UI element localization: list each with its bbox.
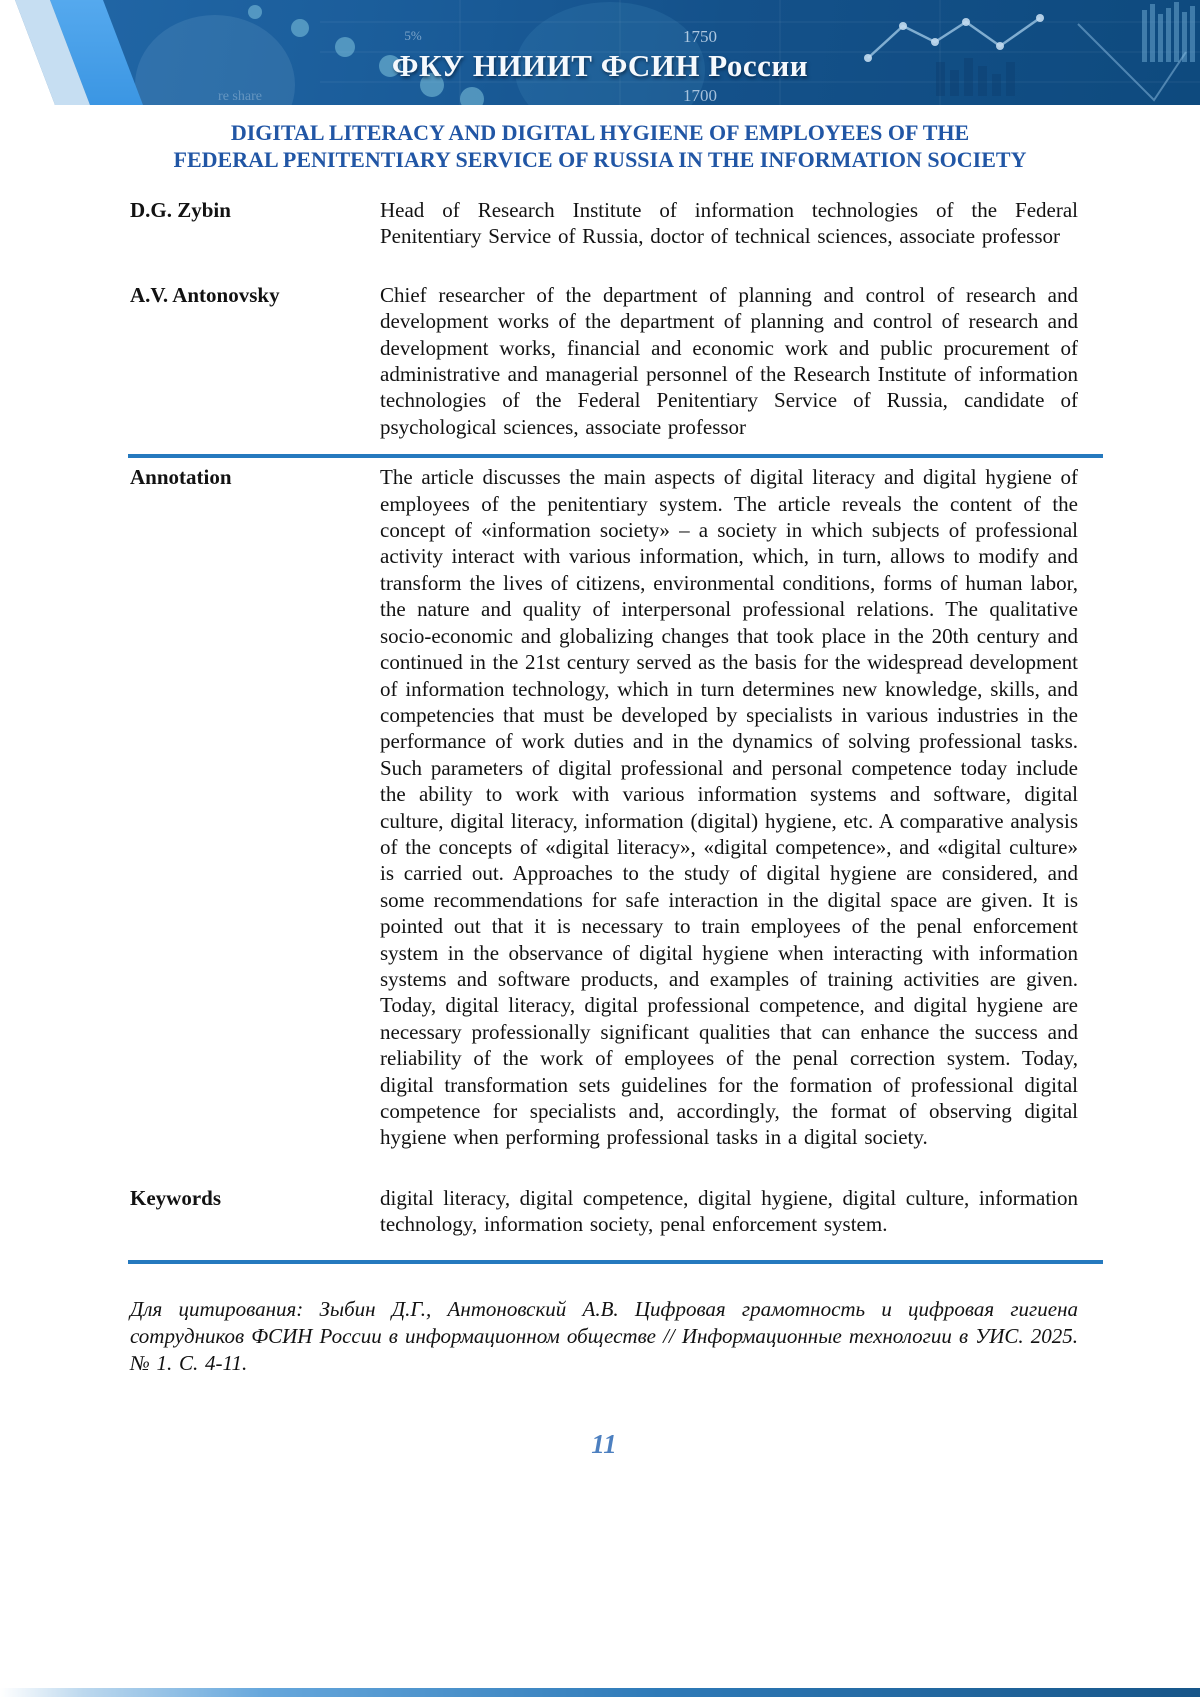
annotation-row <box>130 464 1078 1151</box>
keywords-row <box>130 1185 1078 1238</box>
article-meta <box>130 197 1078 1460</box>
article-title-line2: FEDERAL PENITENTIARY SERVICE OF RUSSIA IN THE INFORMATION SOCIETY <box>173 147 1027 172</box>
header-banner <box>0 0 1200 105</box>
author-1-name: D.G. Zybin <box>130 198 231 222</box>
citation-text: Для цитирования: Зыбин Д.Г., Антоновский А.В. Цифровая грамотность и цифровая гигиена сотрудников ФСИН России в информационном обществе // Информационные технологии в УИС. 2025. № 1. С. 4-11. <box>130 1296 1078 1375</box>
banner-bg-share-label: re share <box>218 89 262 104</box>
keywords-text: digital literacy, digital competence, digital hygiene, digital culture, information technology, information society, penal enforcement system. <box>380 1185 1078 1237</box>
article-title <box>0 119 1200 173</box>
banner-bg-percent-label: 5% <box>404 28 422 43</box>
divider-rule-top <box>128 454 1103 458</box>
divider-rule-bottom <box>128 1260 1103 1264</box>
keywords-label: Keywords <box>130 1185 221 1210</box>
author-1-affiliation: Head of Research Institute of information technologies of the Federal Penitentiary Service of Russia, doctor of technical sciences, associate professor <box>380 198 1078 249</box>
organization-name: ФКУ НИИИТ ФСИН России <box>391 48 809 83</box>
article-title-line1: DIGITAL LITERACY AND DIGITAL HYGIENE OF EMPLOYEES OF THE <box>230 120 970 145</box>
page-number: 11 <box>591 1428 617 1459</box>
annotation-text: The article discusses the main aspects of digital literacy and digital hygiene of employees of the penitentiary system. The article reveals the content of the concept of «information society» – a society in which subjects of professional activity interact with various information, which, in turn, allows to modify and transform the lives of citizens, environmental conditions, forms of human labor, the nature and quality of interpersonal professional relations. The qualitative socio-economic and globalizing changes that took place in the 20th century and continued in the 21st century served as the basis for the widespread development of information technology, which in turn determines new knowledge, skills, and competencies that must be developed by specialists in various industries in the performance of work duties and in the dynamics of solving professional tasks. Such parameters of digital professional and personal competence today include the ability to work with various information systems and software, digital culture, digital literacy, information (digital) hygiene, etc. A comparative analysis of the concepts of «digital literacy», «digital competence», and «digital culture» is carried out. Approaches to the study of digital hygiene are considered, and some recommendations for safe interaction in the digital space are given. It is pointed out that it is necessary to train employees of the penal enforcement system in the observance of digital hygiene when interacting with information systems and software products, and examples of training activities are given. Today, digital literacy, digital professional competence, and digital hygiene are necessary professionally significant qualities that can enhance the success and reliability of the work of employees of the penal correction system. Today, digital transformation sets guidelines for the formation of professional digital competence for specialists and, accordingly, the format of observing digital hygiene when performing professional tasks in a digital society. <box>380 465 1078 1150</box>
author-row-2 <box>130 282 1078 440</box>
footer-bar <box>0 1688 1200 1697</box>
author-2-affiliation: Chief researcher of the department of planning and control of research and development works of the department of planning and control of research and development works, financial and economic work and public procurement of administrative and managerial personnel of the Research Institute of information technologies of the Federal Penitentiary Service of Russia, candidate of psychological sciences, associate professor <box>380 282 1078 439</box>
author-2-name: A.V. Antonovsky <box>130 282 280 307</box>
author-row-1 <box>130 197 1078 250</box>
banner-bg-number-top: 1750 <box>683 27 717 46</box>
banner-bg-number-bottom: 1700 <box>683 86 717 105</box>
annotation-label: Annotation <box>130 465 232 490</box>
